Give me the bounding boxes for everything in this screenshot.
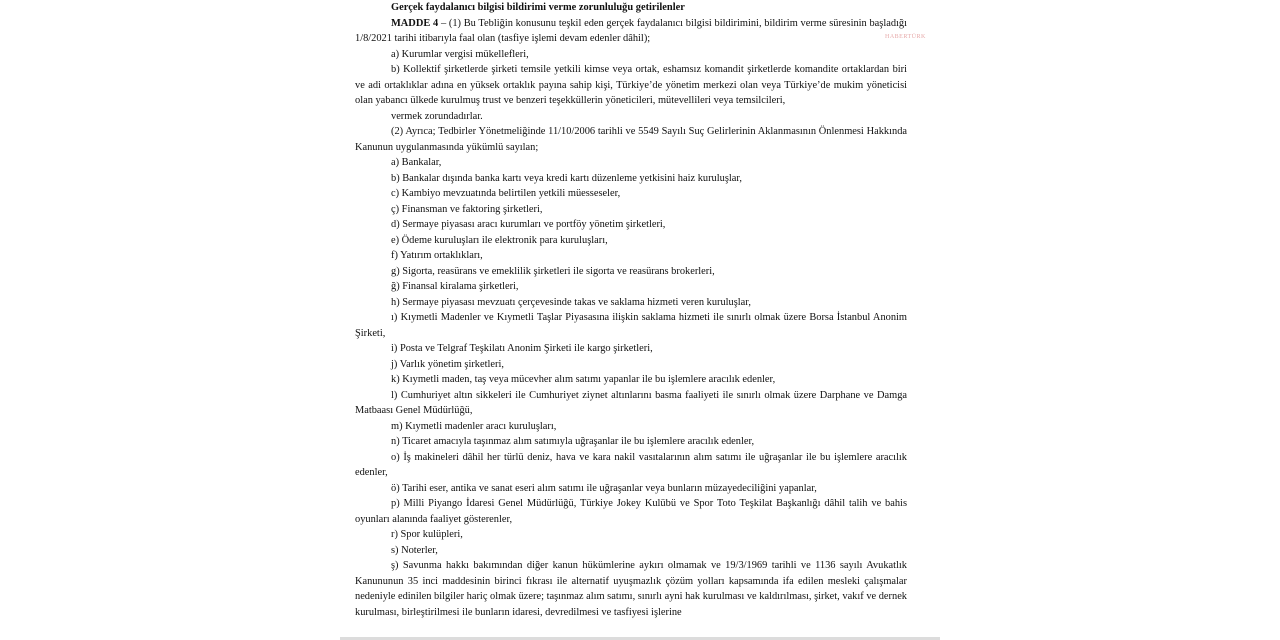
article-label: MADDE 4 (391, 17, 439, 29)
list-item: i) Posta ve Telgraf Teşkilatı Anonim Şirketi ile kargo şirketleri, (391, 343, 653, 354)
list-item: g) Sigorta, reasürans ve emeklilik şirketleri ile sigorta ve reasürans brokerleri, (391, 265, 715, 277)
list-item: b) Bankalar dışında banka kartı veya kredi kartı düzenleme yetkisini haiz kuruluşlar, (391, 172, 743, 184)
article-intro-text: – (1) Bu Tebliğin konusunu teşkil eden gerçek faydalanıcı bilgisi bildirimini, bildirim verme süresinin başladığı 1/8/2021 tarihi itibarıyla faal olan (tasfiye işlemi devam edenler dâhil); (355, 17, 908, 44)
list-item: r) Spor kulüpleri, (391, 529, 463, 540)
list-item: ç) Finansman ve faktoring şirketleri, (391, 203, 543, 215)
list-item: h) Sermaye piyasası mevzuatı çerçevesinde takas ve saklama hizmeti veren kuruluşlar, (391, 296, 751, 308)
article-title: Gerçek faydalanıcı bilgisi bildirimi verme zorunluluğu getirilenler (391, 2, 685, 13)
list-item: s) Noterler, (391, 544, 438, 556)
list-item: ö) Tarihi eser, antika ve sanat eseri alım satımı ile uğraşanlar veya bunların müzayedeciliğini yapanlar, (391, 482, 817, 494)
paragraph-1-closing: vermek zorundadırlar. (391, 110, 483, 122)
list-item: ı) Kıymetli Madenler ve Kıymetli Taşlar Piyasasına ilişkin saklama hizmeti ile sınırlı olmak üzere Borsa İstanbul Anonim Şirketi, (355, 312, 907, 339)
list-item: f) Yatırım ortaklıkları, (391, 250, 483, 261)
document-body (355, 0, 907, 620)
list-item: a) Kurumlar vergisi mükellefleri, (391, 48, 529, 60)
list-item: n) Ticaret amacıyla taşınmaz alım satımıyla uğraşanlar ile bu işlemlere aracılık edenler, (391, 436, 755, 447)
list-item: d) Sermaye piyasası aracı kurumları ve portföy yönetim şirketleri, (391, 219, 666, 230)
list-item: l) Cumhuriyet altın sikkeleri ile Cumhuriyet ziynet altınlarını basma faaliyeti ile sınırlı olmak üzere Darphane ve Damga Matbaası Genel Müdürlüğü, (355, 389, 907, 416)
list-item: ğ) Finansal kiralama şirketleri, (391, 281, 519, 292)
article-intro (355, 16, 907, 47)
list-item: m) Kıymetli madenler aracı kuruluşları, (391, 420, 557, 432)
list-item: j) Varlık yönetim şirketleri, (391, 358, 504, 370)
list-item: p) Milli Piyango İdaresi Genel Müdürlüğü, Türkiye Jokey Kulübü ve Spor Toto Teşkilat Başkanlığı dâhil talih ve bahis oyunları alanında faaliyet gösterenler, (355, 498, 907, 525)
list-item: e) Ödeme kuruluşları ile elektronik para kuruluşları, (391, 234, 608, 246)
list-item: o) İş makineleri dâhil her türlü deniz, hava ve kara nakil vasıtalarının alım satımı ile uğraşanlar ile bu işlemlere aracılık edenler, (355, 451, 907, 478)
paragraph-1-list (355, 47, 907, 109)
watermark-stamp: HABERTÜRK (885, 34, 926, 40)
paragraph-2-list (355, 155, 907, 620)
list-item: k) Kıymetli maden, taş veya mücevher alım satımı yapanlar ile bu işlemlere aracılık edenler, (391, 374, 776, 385)
list-item: c) Kambiyo mevzuatında belirtilen yetkili müesseseler, (391, 188, 621, 199)
list-item: b) Kollektif şirketlerde şirketi temsile yetkili kimse veya ortak, eshamsız komandit şirketlerde komandite ortaklardan biri ve adi ortaklıklar adına en yüksek ortaklık payına sahip kişi, Türkiye’de yönetim merkezi olan veya Türkiye’de mukim yöneticisi olan yabancı ülkede kurulmuş trust ve benzeri teşekküllerin yöneticileri, mütevellileri veya temsilcileri, (355, 64, 907, 106)
list-item: a) Bankalar, (391, 157, 442, 168)
paragraph-2-intro: (2) Ayrıca; Tedbirler Yönetmeliğinde 11/10/2006 tarihli ve 5549 Sayılı Suç Gelirlerinin Aklanmasının Önlenmesi Hakkında Kanunun uygulanmasında yükümlü sayılan; (355, 126, 907, 153)
list-item: ş) Savunma hakkı bakımından diğer kanun hükümlerine aykırı olmamak ve 19/3/1969 tarihli ve 1136 sayılı Avukatlık Kanununun 35 inci maddesinin birinci fıkrası ile alternatif uyuşmazlık çözüm yolları kapsamında ifa edilen mesleki çalışmalar nedeniyle edinilen bilgiler hariç olmak üzere; taşınmaz alım satımı, sınırlı ayni hak kurulması ve kaldırılması, şirket, vakıf ve dernek kurulması, birleştirilmesi ile bunların idaresi, devredilmesi ve tasfiyesi işlerine (355, 560, 907, 618)
